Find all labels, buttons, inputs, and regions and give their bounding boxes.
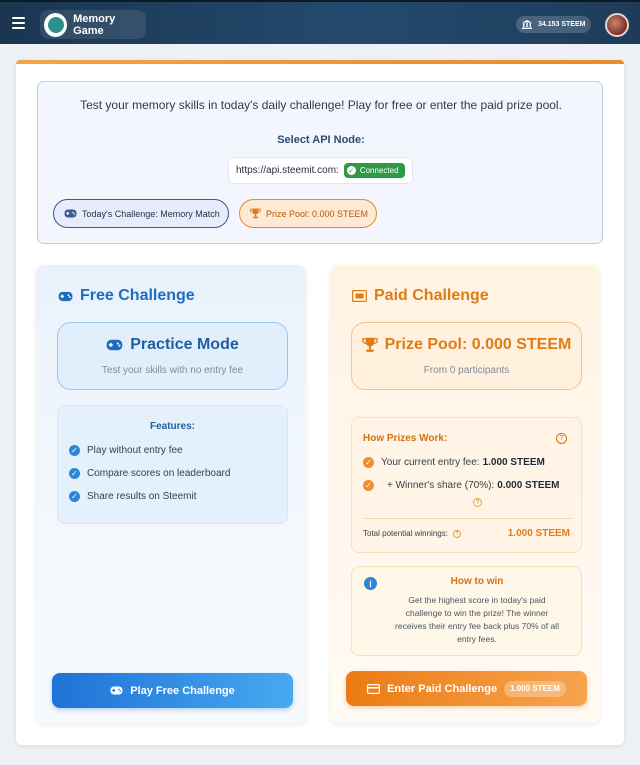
how-to-win-text: Get the highest score in today's paid challenge to win the prize! The winner receives their entry fee back plus 70% of all entry fees. — [395, 595, 559, 644]
app-brand[interactable] — [40, 10, 146, 39]
check-circle-icon: ✓ — [348, 167, 355, 175]
paid-challenge-panel — [330, 265, 600, 723]
winner-share-value: 0.000 STEEM — [497, 480, 560, 491]
gamepad-icon — [110, 686, 123, 695]
info-icon: i — [364, 577, 377, 590]
feature-item — [69, 445, 183, 456]
prize-pool-title-text: Prize Pool: 0.000 STEEM — [384, 336, 572, 353]
help-icon[interactable]: ? — [453, 530, 461, 538]
enter-paid-challenge-label: Enter Paid Challenge — [387, 682, 498, 695]
total-winnings-value: 1.000 STEEM — [507, 528, 570, 539]
play-free-challenge-button[interactable] — [52, 673, 293, 708]
how-prizes-work-title: How Prizes Work: — [363, 433, 448, 444]
bank-icon — [522, 20, 532, 29]
wallet-balance: 34.153 STEEM — [538, 21, 586, 28]
main-card — [16, 60, 624, 745]
connection-status-text: Connected — [359, 166, 399, 175]
practice-mode-subtitle: Test your skills with no entry fee — [101, 365, 244, 376]
free-challenge-panel — [36, 265, 306, 723]
prize-pool-title — [352, 336, 581, 354]
free-challenge-title-text: Free Challenge — [80, 287, 195, 304]
gamepad-icon — [58, 291, 73, 302]
trophy-icon — [250, 208, 261, 219]
features-title: Features: — [149, 421, 195, 432]
paid-challenge-title-text: Paid Challenge — [374, 287, 489, 304]
practice-mode-title — [58, 336, 287, 354]
check-circle-icon: ✓ — [363, 457, 374, 468]
user-avatar[interactable] — [605, 13, 629, 37]
intro-panel — [37, 81, 603, 244]
feature-item — [69, 491, 197, 502]
feature-text: Play without entry fee — [87, 445, 183, 456]
how-to-win-box — [351, 566, 582, 656]
entry-fee-badge: 1.000 STEEM — [504, 681, 566, 697]
card-accent-bar — [16, 60, 624, 64]
wallet-balance-badge[interactable] — [516, 16, 591, 33]
feature-text: Share results on Steemit — [87, 491, 197, 502]
prize-pool-participants: From 0 participants — [423, 365, 510, 376]
feature-item — [69, 468, 230, 479]
api-node-label: Select API Node: — [277, 134, 365, 146]
entry-fee-row — [363, 457, 545, 468]
app-title: Memory Game — [73, 12, 116, 37]
how-prizes-work-box — [351, 417, 582, 553]
check-circle-icon: ✓ — [69, 445, 80, 456]
entry-fee-label: Your current entry fee: — [381, 457, 480, 468]
check-circle-icon: ✓ — [69, 491, 80, 502]
feature-text: Compare scores on leaderboard — [87, 468, 231, 479]
credit-card-icon — [367, 684, 380, 694]
intro-message: Test your memory skills in today's daily challenge! Play for free or enter the paid prize pool. — [80, 98, 562, 112]
api-node-url: https://api.steemit.com: — [236, 165, 339, 176]
prize-pool-box — [351, 322, 582, 390]
todays-challenge-chip[interactable] — [53, 199, 229, 228]
divider — [363, 518, 573, 519]
top-navbar — [0, 0, 640, 44]
ticket-icon — [352, 290, 367, 302]
gamepad-icon — [106, 339, 123, 351]
entry-fee-value: 1.000 STEEM — [482, 457, 545, 468]
features-box — [57, 405, 288, 524]
enter-paid-challenge-button[interactable] — [346, 671, 587, 706]
connection-status-badge — [344, 163, 405, 178]
how-to-win-title: How to win — [450, 576, 504, 587]
api-node-selector[interactable] — [228, 157, 413, 184]
play-free-challenge-label: Play Free Challenge — [130, 684, 235, 697]
menu-icon[interactable] — [10, 14, 32, 34]
practice-mode-box — [57, 322, 288, 390]
total-winnings-label-text: Total potential winnings: — [363, 529, 448, 538]
winner-share-label: + Winner's share (70%): — [387, 480, 495, 491]
help-icon[interactable]: ? — [473, 498, 482, 507]
free-challenge-title — [58, 287, 195, 305]
winner-share-row — [363, 480, 560, 491]
prize-pool-chip[interactable] — [239, 199, 377, 228]
prize-pool-chip-text: Prize Pool: 0.000 STEEM — [266, 208, 369, 219]
brain-logo-icon — [44, 13, 67, 37]
check-circle-icon: ✓ — [69, 468, 80, 479]
trophy-icon — [362, 337, 378, 353]
practice-mode-title-text: Practice Mode — [130, 336, 239, 353]
gamepad-icon — [64, 209, 77, 218]
paid-challenge-title — [352, 287, 489, 305]
total-winnings-label — [363, 529, 461, 538]
check-circle-icon: ✓ — [363, 480, 374, 491]
todays-challenge-text: Today's Challenge: Memory Match — [82, 208, 220, 219]
help-icon[interactable]: ? — [556, 433, 567, 444]
